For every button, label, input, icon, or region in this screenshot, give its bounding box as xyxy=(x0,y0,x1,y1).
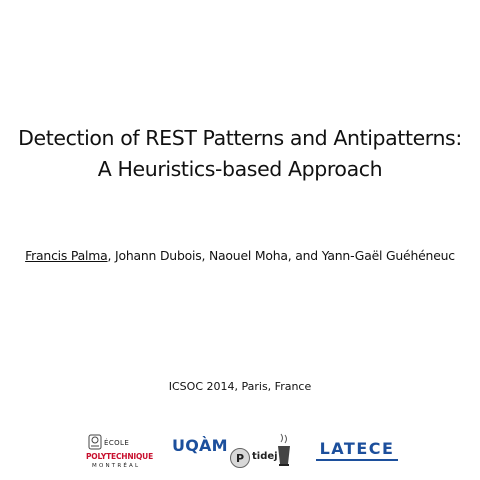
polytechnique-logo xyxy=(86,432,153,474)
ptidej-logo xyxy=(224,430,294,476)
ptidej-cup-icon xyxy=(276,432,292,468)
polytechnique-ecole-text: ÉCOLE xyxy=(104,439,130,447)
ptidej-p-badge: P xyxy=(230,448,250,468)
presentation-title xyxy=(0,123,480,185)
latece-underline xyxy=(316,459,398,461)
ptidej-text: tidej xyxy=(252,451,278,462)
polytechnique-city-text: MONTRÉAL xyxy=(92,463,141,469)
polytechnique-name-text: POLYTECHNIQUE xyxy=(86,452,153,461)
latece-text: LATECE xyxy=(319,439,395,458)
author-list xyxy=(0,248,480,263)
venue-text: ICSOC 2014, Paris, France xyxy=(168,380,312,393)
logo-row xyxy=(0,430,480,476)
latece-logo xyxy=(316,440,398,466)
co-authors: , Johann Dubois, Naouel Moha, and Yann-Gaël Guéhéneuc xyxy=(107,248,455,263)
title-line-2: A Heuristics-based Approach xyxy=(97,157,383,181)
polytechnique-emblem-icon xyxy=(88,434,102,450)
presenter-name: Francis Palma xyxy=(25,248,108,263)
uqam-logo: UQÀM xyxy=(172,436,228,455)
title-line-1: Detection of REST Patterns and Antipatterns: xyxy=(18,126,462,150)
